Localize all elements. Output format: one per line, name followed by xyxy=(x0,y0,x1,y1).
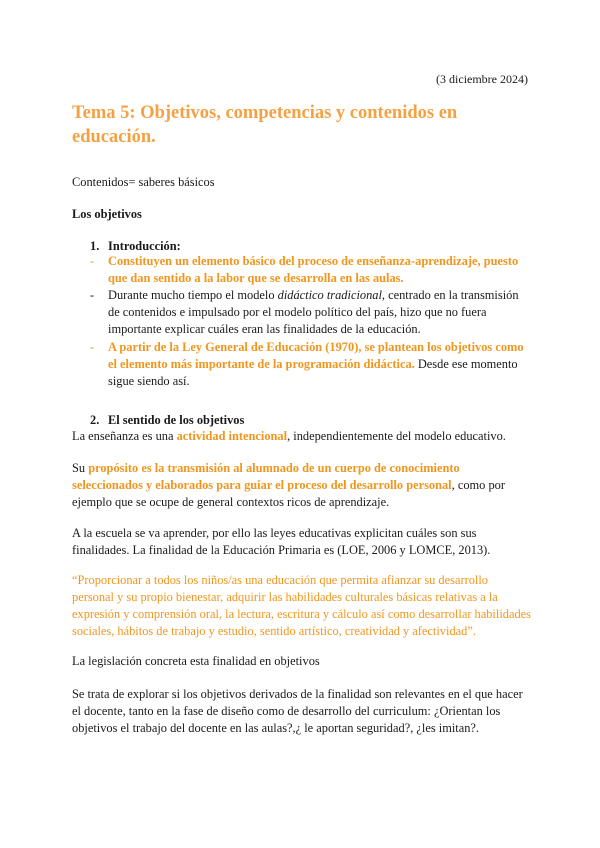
bullet-text: , centrado en la transmisión de contenidos e impulsado por el modelo político del país, hizo que no fuera importante explicar cuáles eran las finalidades de la educación. xyxy=(108,288,519,337)
legal-quote: “Proporcionar a todos los niños/as una educación que permita afianzar su desarrollo personal y su propio bienestar, adquirir las habilidades culturales básicas relativas a la expresión y comprensión oral, la lectura, escritura y cálculo así como desarrollar habilidades sociales, hábitos de trabajo y estudio, sentido artístico, creatividad y afectividad”. xyxy=(72,573,531,639)
paragraph-2 xyxy=(72,460,532,511)
page-title: Tema 5: Objetivos, competencias y contenidos en educación. xyxy=(72,103,458,148)
paragraph-text: La enseñanza es una xyxy=(72,429,177,443)
bullet-text-italic: didáctico tradicional xyxy=(277,288,382,303)
paragraph-text: , como por ejemplo que se ocupe de general contextos ricos de aprendizaje. xyxy=(72,478,505,510)
section-heading: Los objetivos xyxy=(72,207,142,221)
paragraph-text: , independientemente del modelo educativo. xyxy=(287,429,506,443)
bullet-dash: - xyxy=(90,254,95,268)
paragraph-text: Su xyxy=(72,461,89,475)
item-1-number: 1. xyxy=(90,239,100,253)
list-item xyxy=(90,253,532,287)
item-1-title: Introducción: xyxy=(108,239,181,253)
contents-line: Contenidos= saberes básicos xyxy=(72,175,215,189)
item-2-title: El sentido de los objetivos xyxy=(108,413,245,427)
item-2-heading xyxy=(90,412,244,429)
bullet-text: Durante mucho tiempo el modelo xyxy=(108,288,278,303)
paragraph-highlight: propósito es la transmisión al alumnado de un cuerpo de conocimiento seleccionados y elaborados para guiar el proceso del desarrollo personal xyxy=(72,461,460,493)
bullet-dash: - xyxy=(90,339,95,354)
bullet-text-highlight: Constituyen un elemento básico del proceso de enseñanza-aprendizaje, puesto que dan sentido a la labor que se desarrolla en las aulas. xyxy=(108,254,519,286)
item-2-number: 2. xyxy=(90,413,100,427)
item-1-bullet-list xyxy=(90,253,532,390)
list-item xyxy=(90,339,532,390)
paragraph-4: La legislación concreta esta finalidad en objetivos xyxy=(72,654,320,668)
paragraph-5: Se trata de explorar si los objetivos derivados de la finalidad son relevantes en el que hacer el docente, tanto en la fase de diseño como de desarrollo del curriculum: ¿Orientan los objetivos el trabajo del docente en las aulas?,¿ le aportan seguridad?, ¿les imitan?. xyxy=(72,687,523,736)
paragraph-highlight: actividad intencional xyxy=(176,429,288,443)
paragraph-3: A la escuela se va aprender, por ello las leyes educativas explicitan cuáles son sus finalidades. La finalidad de la Educación Primaria es (LOE, 2006 y LOMCE, 2013). xyxy=(72,526,491,558)
bullet-dash: - xyxy=(90,288,95,303)
document-date: (3 diciembre 2024) xyxy=(436,72,528,86)
list-item xyxy=(90,287,532,338)
bullet-text-highlight: A partir de la Ley General de Educación (1970), se plantean los objetivos como el elemento más importante de la programación didáctica. xyxy=(108,339,524,371)
bullet-text: Desde ese momento sigue siendo así. xyxy=(108,356,518,388)
paragraph-1 xyxy=(72,428,532,445)
